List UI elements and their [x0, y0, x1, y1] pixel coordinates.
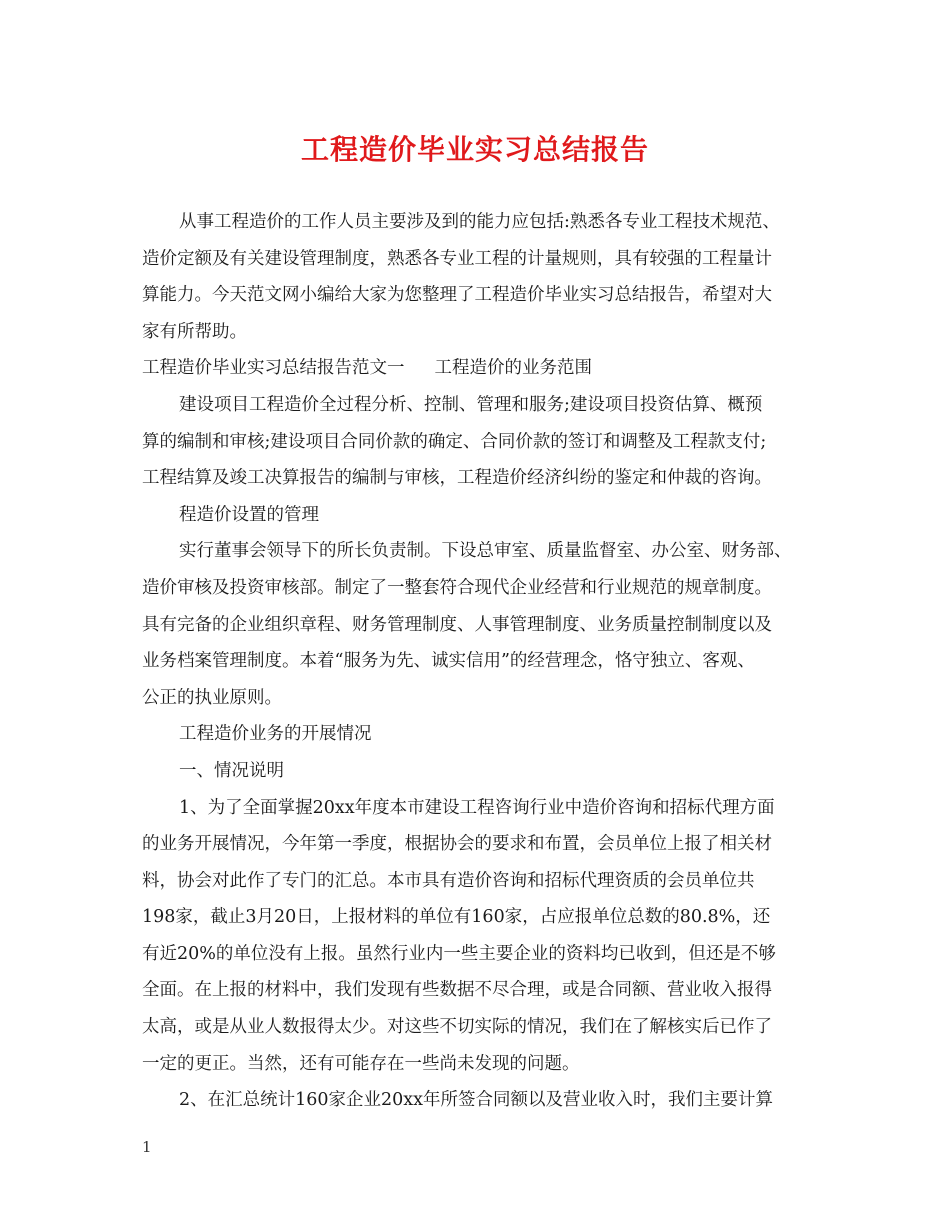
paragraph-line: 有近20%的单位没有上报。虽然行业内一些主要企业的资料均已收到，但还是不够 [142, 943, 776, 964]
paragraph-line: 全面。在上报的材料中，我们发现有些数据不尽合理，或是合同额、营业收入报得 [142, 980, 772, 1001]
paragraph-line: 算的编制和审核;建设项目合同价款的确定、合同价款的签订和调整及工程款支付; [142, 431, 767, 452]
paragraph-line: 公正的执业原则。 [142, 687, 282, 708]
section-heading: 工程造价毕业实习总结报告范文一 [142, 358, 405, 379]
paragraph-line: 太高，或是从业人数报得太少。对这些不切实际的情况，我们在了解核实后已作了 [142, 1017, 772, 1038]
paragraph-line: 家有所帮助。 [142, 321, 247, 342]
paragraph-line: 的业务开展情况，今年第一季度，根据协会的要求和布置，会员单位上报了相关材 [142, 834, 772, 855]
paragraph-line: 从事工程造价的工作人员主要涉及到的能力应包括:熟悉各专业工程技术规范、 [179, 212, 780, 232]
paragraph-line: 2、在汇总统计160家企业20xx年所签合同额以及营业收入时，我们主要计算 [179, 1090, 774, 1111]
paragraph-line: 算能力。今天范文网小编给大家为您整理了工程造价毕业实习总结报告，希望对大 [142, 285, 772, 306]
section-subheading: 一、情况说明 [179, 760, 284, 781]
paragraph-line: 具有完备的企业组织章程、财务管理制度、人事管理制度、业务质量控制制度以及 [142, 614, 772, 635]
paragraph-line: 工程结算及竣工决算报告的编制与审核，工程造价经济纠纷的鉴定和仲裁的咨询。 [142, 468, 772, 489]
paragraph-line: 业务档案管理制度。本着“服务为先、诚实信用”的经营理念，恪守独立、客观、 [142, 651, 755, 672]
page-number: 1 [142, 1138, 152, 1156]
paragraph-line: 198家，截止3月20日，上报材料的单位有160家，占应报单位总数的80.8%，还 [142, 907, 771, 928]
section-subheading: 工程造价的业务范围 [434, 358, 592, 379]
section-subheading: 程造价设置的管理 [179, 504, 319, 525]
section-heading-line [142, 350, 814, 387]
paragraph-line: 造价审核及投资审核部。制定了一整套符合现代企业经营和行业规范的规章制度。 [142, 577, 772, 598]
paragraph-line: 建设项目工程造价全过程分析、控制、管理和服务;建设项目投资估算、概预 [179, 394, 763, 415]
paragraph-line: 1、为了全面掌握20xx年度本市建设工程咨询行业中造价咨询和招标代理方面 [179, 797, 775, 818]
paragraph-line: 一定的更正。当然，还有可能存在一些尚未发现的问题。 [142, 1053, 580, 1074]
document-body [142, 204, 814, 1119]
paragraph-line: 造价定额及有关建设管理制度，熟悉各专业工程的计量规则，具有较强的工程量计 [142, 248, 772, 269]
paragraph-line: 料，协会对此作了专门的汇总。本市具有造价咨询和招标代理资质的会员单位共 [142, 870, 755, 891]
document-title: 工程造价毕业实习总结报告 [300, 133, 649, 166]
paragraph-line: 实行董事会领导下的所长负责制。下设总审室、质量监督室、办公室、财务部、 [179, 541, 792, 562]
section-subheading: 工程造价业务的开展情况 [179, 724, 372, 745]
